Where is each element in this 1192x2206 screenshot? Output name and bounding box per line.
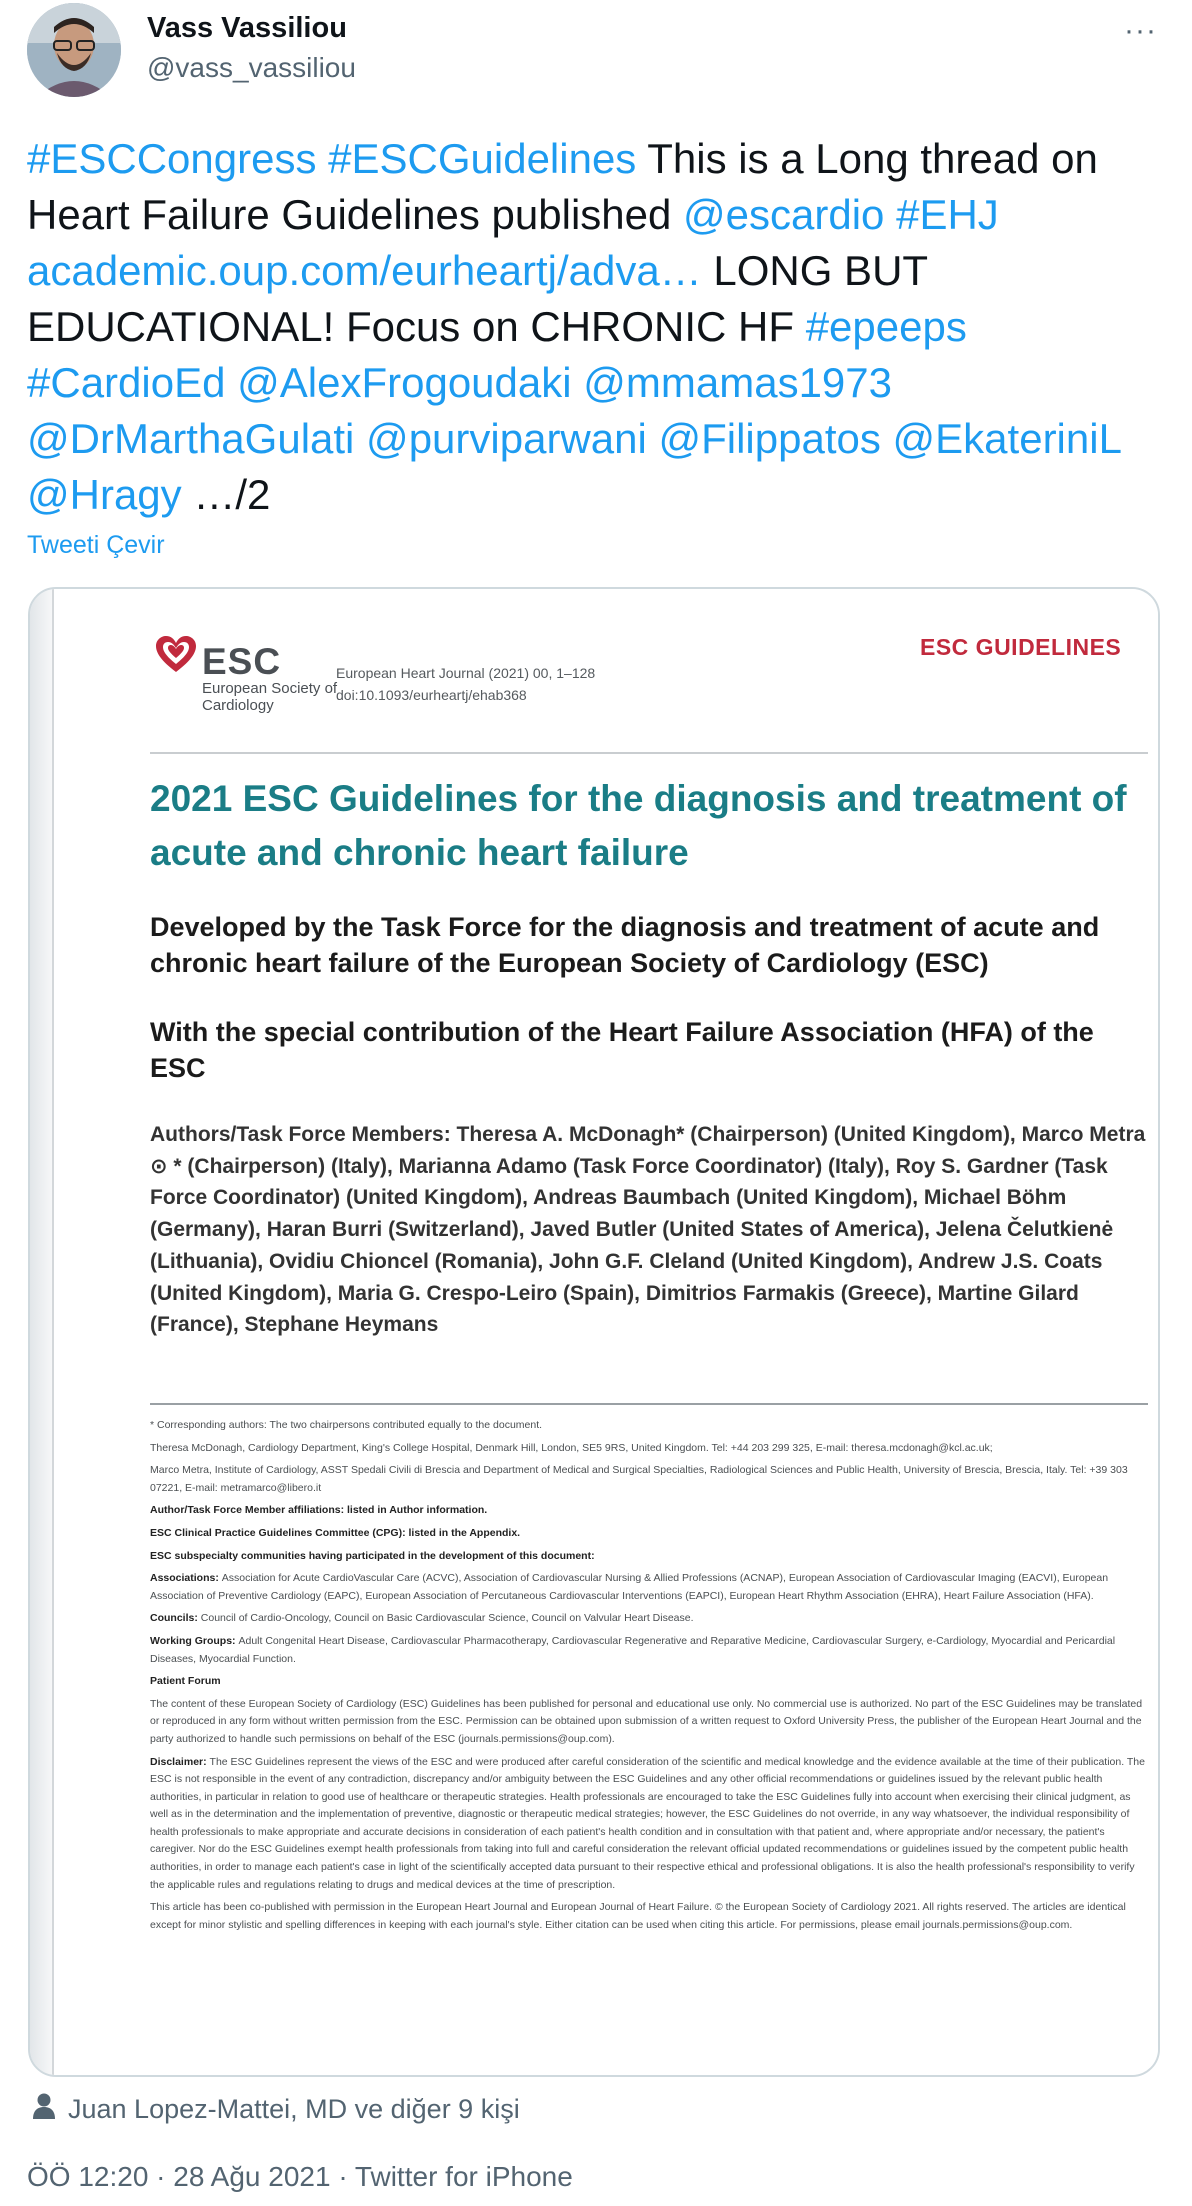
fine-print-paragraph: Disclaimer: The ESC Guidelines represent the views of the ESC and were produced after careful consideration of the scientific and medical knowledge and the evidence available at the time of their publication. The ESC is not responsible in the event of any contradiction, discrepancy and/or ambiguity between the ESC Guidelines and any other official recommendations or guidelines issued by the relevant public health authorities, in particular in relation to good use of healthcare or therapeutic strategies. Health professionals are encouraged to take the ESC Guidelines fully into account when exercising their clinical judgment, as well as in the determination and the implementation of preventive, diagnostic or therapeutic medical strategies; however, the ESC Guidelines do not override, in any way whatsoever, the individual responsibility of health professionals to make appropriate and accurate decisions in consideration of each patient's health condition and in consultation with that patient and, where appropriate and/or necessary, the patient's caregiver. Nor do the ESC Guidelines exempt health professionals from taking into full and careful consideration the relevant official updated recommendations or guidelines issued by the competent public health authorities, in order to manage each patient's case in light of the scientifically accepted data pursuant to their respective ethical and professional obligations. It is also the health professional's responsibility to verify the applicable rules and regulations relating to drugs and medical devices at the time of prescription. xyxy=(150,1755,1145,1891)
section-label: ESC GUIDELINES xyxy=(920,634,1122,660)
fine-print xyxy=(150,1417,1148,1939)
divider xyxy=(150,752,1148,754)
document-subtitle-hfa: With the special contribution of the Heart Failure Association (HFA) of the ESC xyxy=(150,1017,1094,1083)
fine-print-paragraph: Councils: Council of Cardio-Oncology, Council on Basic Cardiovascular Science, Council on Valvular Heart Disease. xyxy=(150,1612,694,1625)
esc-logo-subtitle: European Society of Cardiology xyxy=(202,680,338,714)
tweet-text-segment: …/2 xyxy=(181,471,271,518)
journal-info xyxy=(336,662,595,706)
divider xyxy=(150,1403,1148,1405)
mention-link[interactable]: @escardio #EHJ xyxy=(683,191,999,238)
more-dots-icon[interactable]: ··· xyxy=(1124,14,1157,47)
page-edge xyxy=(30,589,52,2075)
fine-print-paragraph: Associations: Association for Acute CardioVascular Care (ACVC), Association of Cardiovascular Nursing & Allied Professions (ACNAP), European Association of Cardiovascular Imaging (EACVI), European Association of Preventive Cardiology (EAPC), European Association of Percutaneous Cardiovascular Interventions (EAPCI), European Heart Rhythm Association (EHRA), Heart Failure Association (HFA). xyxy=(150,1572,1109,1602)
esc-logo-text: ESC xyxy=(202,641,282,682)
esc-heart-logo-icon xyxy=(154,634,198,679)
url-link[interactable]: academic.oup.com/eurheartj/adva… xyxy=(27,247,702,294)
fine-print-paragraph: The content of these European Society of Cardiology (ESC) Guidelines has been published for personal and educational use only. No commercial use is authorized. No part of the ESC Guidelines may be translated or reproduced in any form without written permission from the ESC. Permission can be obtained upon submission of a written request to Oxford University Press, the publisher of the European Heart Journal and the party authorized to handle such permissions on behalf of the ESC (journals.permissions@oup.com). xyxy=(150,1697,1143,1745)
media-image[interactable] xyxy=(28,587,1160,2077)
fine-print-paragraph: Theresa McDonagh, Cardiology Department, King's College Hospital, Denmark Hill, London, SE5 9RS, United Kingdom. Tel: +44 203 299 325, E-mail: theresa.mcdonagh@kcl.ac.uk; xyxy=(150,1441,993,1454)
tweet-text-segment: LONG BUT EDUCATIONAL! Focus on CHRONIC HF xyxy=(27,247,928,350)
translate-tweet-link[interactable]: Tweeti Çevir xyxy=(27,531,165,559)
author-handle[interactable]: @vass_vassiliou xyxy=(147,52,356,83)
avatar[interactable] xyxy=(27,3,121,97)
liked-by-text: Juan Lopez-Mattei, MD ve diğer 9 kişi xyxy=(68,2094,520,2124)
tweet-text-segment: This is a Long thread on Heart Failure Guidelines published xyxy=(27,135,1098,238)
author-name[interactable]: Vass Vassiliou xyxy=(147,12,347,44)
person-icon xyxy=(32,2092,56,2127)
authors-list: Authors/Task Force Members: Theresa A. McDonagh* (Chairperson) (United Kingdom), Marco Metra ⊙ * (Chairperson) (Italy), Marianna Adamo (Task Force Coordinator) (Italy), Roy S. Gardner (Task Force Coordinator) (United Kingdom), Andreas Baumbach (United Kingdom), Michael Böhm (Germany), Haran Burri (Switzerland), Javed Butler (United States of America), Jelena Čelutkienė (Lithuania), Ovidiu Chioncel (Romania), John G.F. Cleland (United Kingdom), Andrew J.S. Coats (United Kingdom), Maria G. Crespo-Leiro (Spain), Dimitrios Farmakis (Greece), Martine Gilard (France), Stephane Heymans xyxy=(150,1123,1146,1337)
tweet-text xyxy=(27,131,1167,523)
fine-print-paragraph: * Corresponding authors: The two chairpersons contributed equally to the document. xyxy=(150,1419,543,1431)
hashtag-link[interactable]: #ESCCongress #ESCGuidelines xyxy=(27,135,637,182)
fine-print-paragraph: ESC subspecialty communities having participated in the development of this document: xyxy=(150,1549,595,1562)
journal-doi: doi:10.1093/eurheartj/ehab368 xyxy=(336,687,527,703)
fine-print-paragraph: Working Groups: Adult Congenital Heart Disease, Cardiovascular Pharmacotherapy, Cardiovascular Regenerative and Reparative Medicine, Cardiovascular Surgery, e-Cardiology, Myocardial and Pericardial Diseases, Myocardial Function. xyxy=(150,1634,1116,1665)
document-subtitle: Developed by the Task Force for the diagnosis and treatment of acute and chronic heart failure of the European Society of Cardiology (ESC) xyxy=(150,912,1100,978)
fine-print-paragraph: This article has been co-published with permission in the European Heart Journal and European Journal of Heart Failure. © the European Society of Cardiology 2021. All rights reserved. The articles are identical except for minor stylistic and spelling differences in keeping with each journal's style. Either citation can be used when citing this article. For permissions, please email journals.permissions@oup.com. xyxy=(150,1901,1126,1931)
mention-link[interactable]: #epeeps #CardioEd @AlexFrogoudaki @mmamas1973 @DrMarthaGulati @purviparwani @Filippatos @EkateriniL @Hragy xyxy=(27,303,1121,518)
fine-print-paragraph: ESC Clinical Practice Guidelines Committee (CPG): listed in the Appendix. xyxy=(150,1526,521,1539)
liked-by[interactable] xyxy=(32,2092,520,2127)
fine-print-paragraph: Marco Metra, Institute of Cardiology, ASST Spedali Civili di Brescia and Department of Medical and Surgical Specialties, Radiological Sciences and Public Health, University of Brescia, Brescia, Italy. Tel: +39 303 07221, E-mail: metramarco@libero.it xyxy=(150,1464,1128,1494)
avatar-image xyxy=(27,3,121,97)
document-title: 2021 ESC Guidelines for the diagnosis and treatment of acute and chronic heart failure xyxy=(150,778,1127,873)
tweet-timestamp[interactable]: ÖÖ 12:20 · 28 Ağu 2021 · Twitter for iPhone xyxy=(27,2161,573,2192)
journal-citation: European Heart Journal (2021) 00, 1–128 xyxy=(336,665,596,681)
fine-print-paragraph: Author/Task Force Member affiliations: listed in Author information. xyxy=(150,1504,488,1517)
fine-print-paragraph: Patient Forum xyxy=(150,1675,221,1688)
